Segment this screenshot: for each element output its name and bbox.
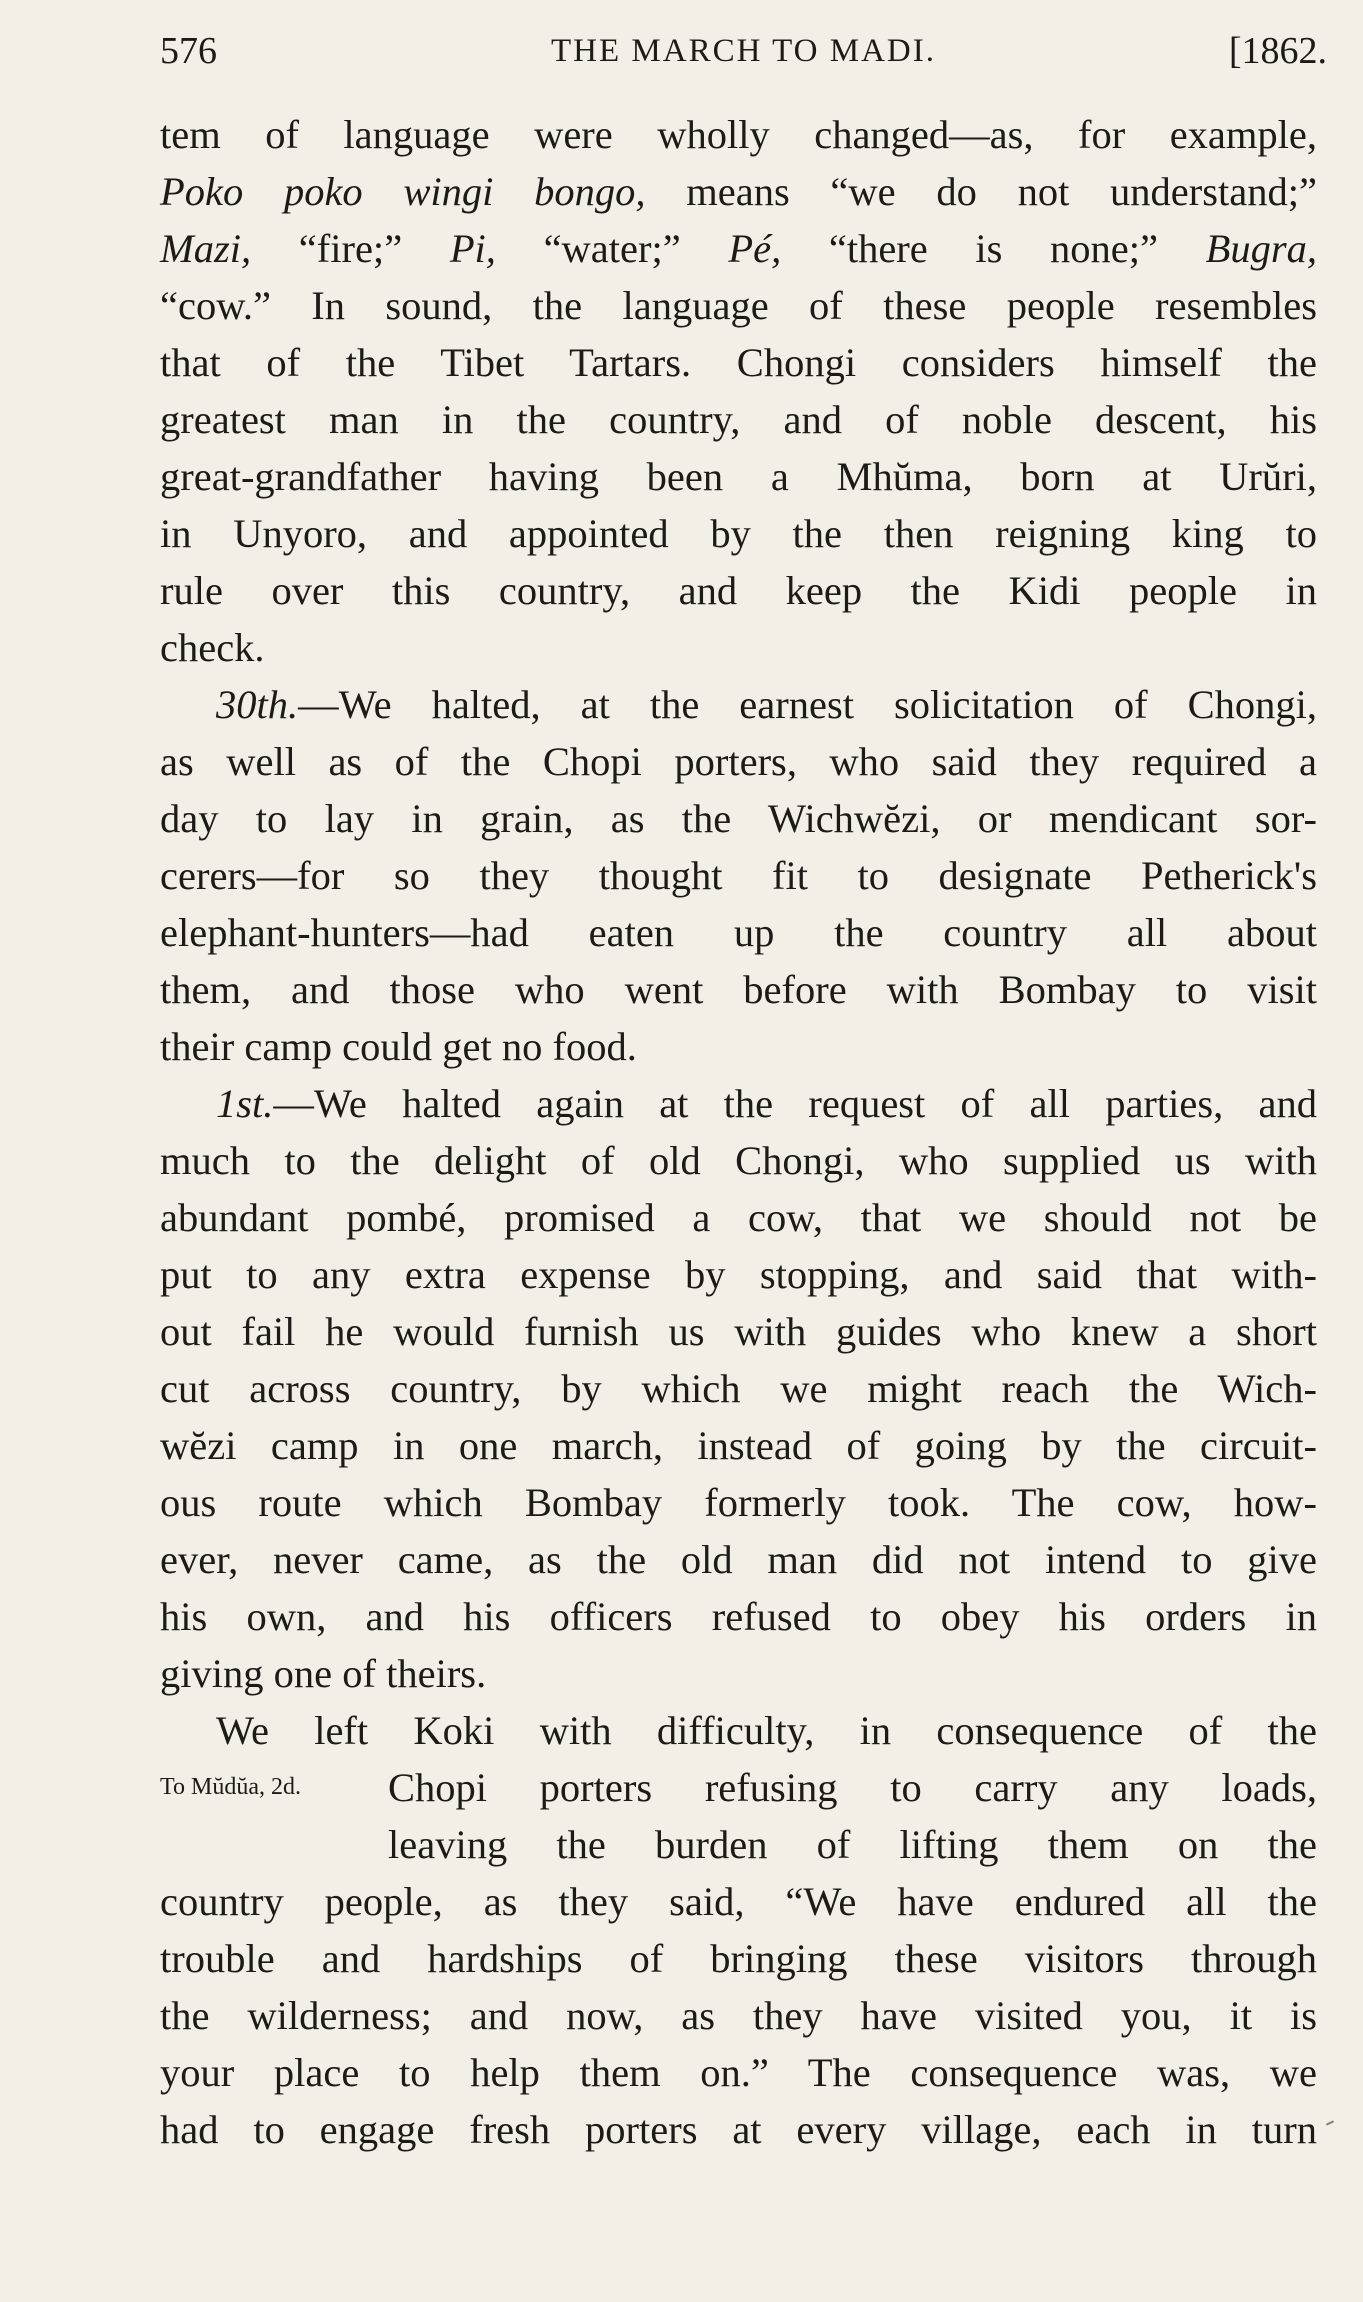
- text-line: [160, 1075, 1317, 1132]
- text-span: “fire;”: [251, 226, 450, 271]
- text-line: the wilderness; and now, as they have visited you, it is: [160, 1993, 1317, 2038]
- entry-date: 1st.: [216, 1081, 274, 1126]
- text-line: day to lay in grain, as the Wichwĕzi, or mendicant sor-: [160, 796, 1317, 841]
- text-line: [160, 220, 1317, 277]
- margin-note: To Mŭdŭa, 2d.: [160, 1774, 301, 1800]
- text-line: your place to help them on.” The consequence was, we: [160, 2050, 1317, 2095]
- text-line: cut across country, by which we might reach the Wich-: [160, 1366, 1317, 1411]
- text-line: in Unyoro, and appointed by the then reigning king to: [160, 511, 1317, 556]
- text-line: their camp could get no food.: [160, 1024, 637, 1069]
- text-line: put to any extra expense by stopping, and said that with-: [160, 1252, 1317, 1297]
- text-line: ever, never came, as the old man did not intend to give: [160, 1537, 1317, 1582]
- running-head: [160, 26, 1327, 76]
- text-line: [160, 676, 1317, 733]
- text-line: had to engage fresh porters at every village, each in turn: [160, 2107, 1317, 2152]
- entry-date: 30th.: [216, 682, 299, 727]
- note-row: [160, 1759, 1317, 1816]
- text-span: —We halted, at the earnest solicitation of Chongi,: [298, 682, 1317, 727]
- text-span: means “we do not understand;”: [645, 169, 1317, 214]
- paragraph-1: [160, 106, 1317, 676]
- text-line: ous route which Bombay formerly took. The cow, how-: [160, 1480, 1317, 1525]
- text-line: greatest man in the country, and of noble descent, his: [160, 397, 1317, 442]
- italic-word: Mazi,: [160, 226, 252, 271]
- paragraph-2: [160, 676, 1317, 1075]
- text-span: —We halted again at the request of all parties, and: [273, 1081, 1317, 1126]
- paragraph-3: [160, 1075, 1317, 1702]
- italic-phrase: Poko poko wingi bongo,: [160, 169, 646, 214]
- text-line: his own, and his officers refused to obey his orders in: [160, 1594, 1317, 1639]
- text-span: “water;”: [495, 226, 729, 271]
- text-line: country people, as they said, “We have endured all the: [160, 1879, 1317, 1924]
- text-line: giving one of theirs.: [160, 1651, 487, 1696]
- text-line: cerers—for so they thought fit to designate Petherick's: [160, 853, 1317, 898]
- text-line: We left Koki with difficulty, in consequence of the: [216, 1708, 1317, 1753]
- text-line: tem of language were wholly changed—as, for example,: [160, 112, 1317, 157]
- text-line: wĕzi camp in one march, instead of going by the circuit-: [160, 1423, 1317, 1468]
- italic-word: Pi,: [449, 226, 496, 271]
- running-title: THE MARCH TO MADI.: [551, 33, 936, 69]
- text-line: that of the Tibet Tartars. Chongi considers himself the: [160, 340, 1317, 385]
- text-line: out fail he would furnish us with guides who knew a short: [160, 1309, 1317, 1354]
- italic-word: Pé,: [728, 226, 782, 271]
- text-line: check.: [160, 625, 265, 670]
- text-line: much to the delight of old Chongi, who supplied us with: [160, 1138, 1317, 1183]
- text-line: rule over this country, and keep the Kidi people in: [160, 568, 1317, 613]
- text-line: elephant-hunters—had eaten up the country all about: [160, 910, 1317, 955]
- text-line: abundant pombé, promised a cow, that we should not be: [160, 1195, 1317, 1240]
- running-year: [1862.: [1228, 30, 1327, 72]
- paragraph-4: [160, 1702, 1317, 2158]
- text-span: “there is none;”: [781, 226, 1206, 271]
- text-line: leaving the burden of lifting them on the: [388, 1822, 1317, 1867]
- text-line: great-grandfather having been a Mhŭma, born at Urŭri,: [160, 454, 1317, 499]
- text-line: as well as of the Chopi porters, who said they required a: [160, 739, 1317, 784]
- paper-blemish: [1326, 2120, 1334, 2125]
- text-line: [160, 163, 1317, 220]
- italic-word: Bugra,: [1205, 226, 1318, 271]
- page-number: 576: [160, 30, 217, 72]
- body-text: [160, 106, 1317, 2158]
- text-line: trouble and hardships of bringing these visitors through: [160, 1936, 1317, 1981]
- text-line: “cow.” In sound, the language of these people resembles: [160, 283, 1317, 328]
- text-line: Chopi porters refusing to carry any loads,: [388, 1765, 1317, 1810]
- text-line: them, and those who went before with Bombay to visit: [160, 967, 1317, 1012]
